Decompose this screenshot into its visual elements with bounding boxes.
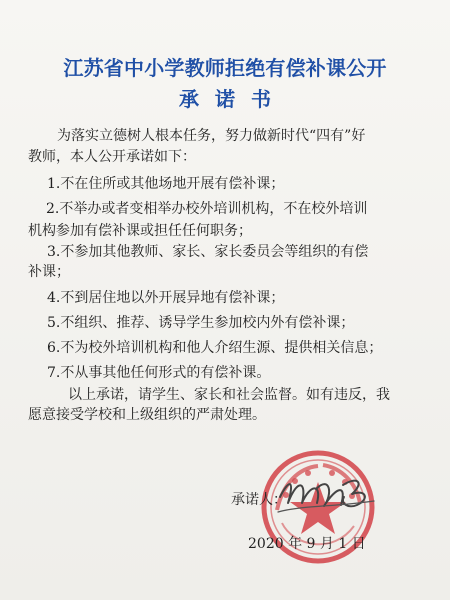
body-line: 教师，本人公开承诺如下： (28, 149, 196, 165)
body-line: 补课； (28, 264, 70, 280)
signature-label: 承诺人： (231, 492, 287, 508)
body-line: 4.不到居住地以外开展异地有偿补课； (47, 290, 285, 306)
body-line: 5.不组织、推荐、诱导学生参加校内外有偿补课； (47, 315, 355, 331)
body-line: 为落实立德树人根本任务，努力做新时代“四有”好 (57, 128, 366, 144)
body-line: 机构参加有偿补课或担任任何职务； (28, 223, 252, 239)
body-line: 以上承诺，请学生、家长和社会监督。如有违反，我 (68, 387, 390, 403)
body-line: 愿意接受学校和上级组织的严肃处理。 (28, 407, 266, 423)
body-line: 7.不从事其他任何形式的有偿补课。 (47, 365, 271, 381)
body-line: 3.不参加其他教师、家长、家长委员会等组织的有偿 (47, 244, 369, 260)
body-line: 1.不在住所或其他场地开展有偿补课； (47, 176, 285, 192)
body-line: 6.不为校外培训机构和他人介绍生源、提供相关信息； (47, 340, 383, 356)
body-line: 2.不举办或者变相举办校外培训机构，不在校外培训 (46, 201, 368, 217)
document-title: 江苏省中小学教师拒绝有偿补课公开 (63, 56, 387, 80)
document-subtitle: 承诺书 (179, 87, 287, 111)
document-date: 2020 年 9 月 1 日 (248, 536, 366, 552)
